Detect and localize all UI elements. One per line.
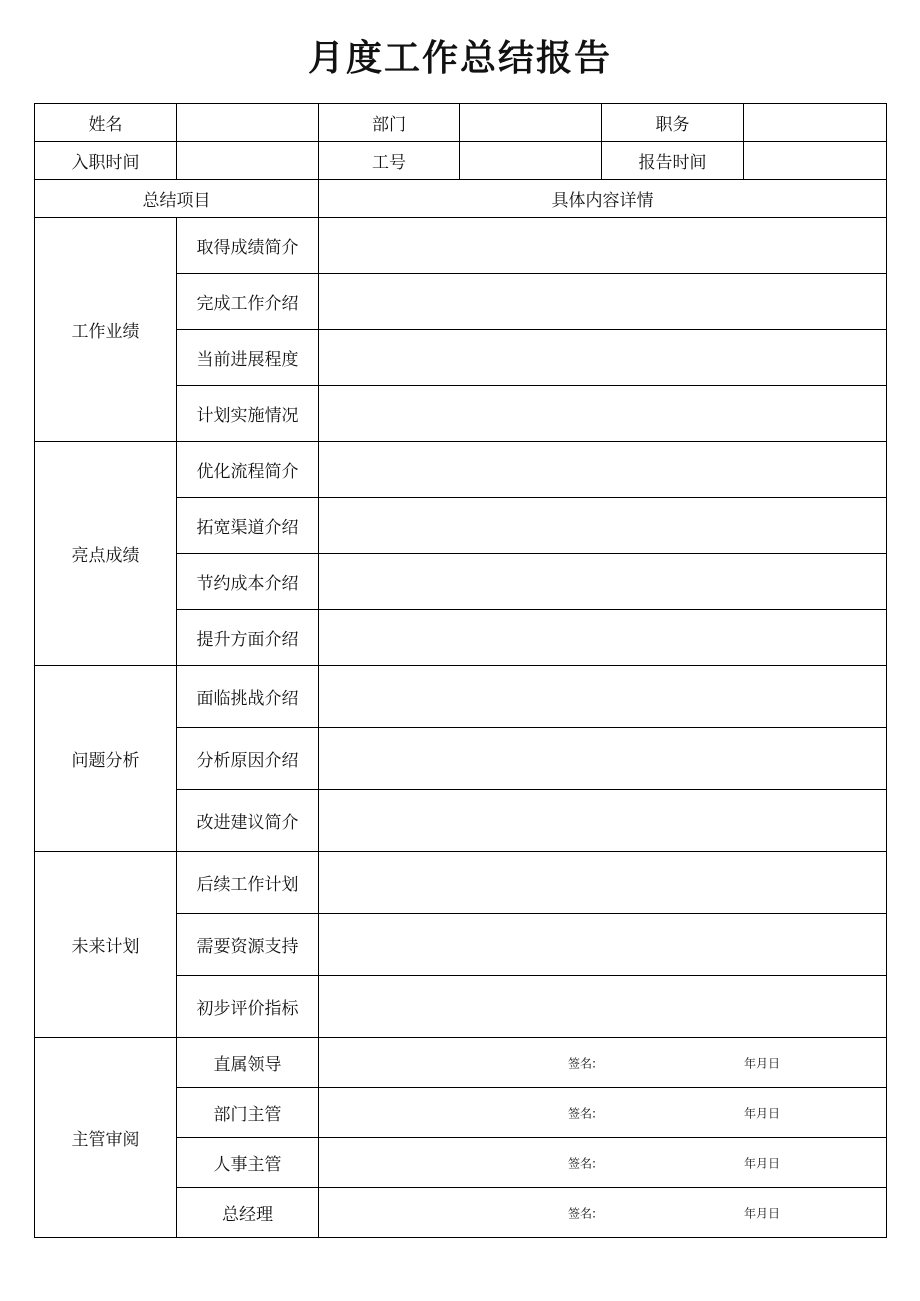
position-label: 职务	[602, 104, 744, 142]
content-cell[interactable]	[319, 554, 887, 610]
content-cell[interactable]	[319, 852, 887, 914]
signature-label: 签名:	[568, 1206, 597, 1220]
item-label: 分析原因介绍	[177, 728, 319, 790]
item-label: 优化流程简介	[177, 442, 319, 498]
signature-cell[interactable]	[319, 1088, 887, 1138]
content-cell[interactable]	[319, 218, 887, 274]
reviewer-role: 人事主管	[177, 1138, 319, 1188]
hire-date-field[interactable]	[177, 142, 319, 180]
table-row	[35, 666, 887, 728]
content-cell[interactable]	[319, 728, 887, 790]
signature-label: 签名:	[568, 1106, 597, 1120]
section-label: 主管审阅	[35, 1038, 177, 1238]
date-label: 年月日	[744, 1206, 781, 1220]
info-row-1	[35, 104, 887, 142]
date-label: 年月日	[744, 1106, 781, 1120]
signature-cell[interactable]	[319, 1038, 887, 1088]
signature-cell[interactable]	[319, 1188, 887, 1238]
content-cell[interactable]	[319, 914, 887, 976]
report-date-label: 报告时间	[602, 142, 744, 180]
date-label: 年月日	[744, 1156, 781, 1170]
section-label: 未来计划	[35, 852, 177, 1038]
content-cell[interactable]	[319, 274, 887, 330]
content-cell[interactable]	[319, 666, 887, 728]
department-label: 部门	[319, 104, 460, 142]
content-cell[interactable]	[319, 976, 887, 1038]
table-row	[35, 442, 887, 498]
report-date-field[interactable]	[744, 142, 887, 180]
reviewer-role: 部门主管	[177, 1088, 319, 1138]
item-label: 完成工作介绍	[177, 274, 319, 330]
content-cell[interactable]	[319, 610, 887, 666]
position-field[interactable]	[744, 104, 887, 142]
reviewer-role: 总经理	[177, 1188, 319, 1238]
review-row	[35, 1038, 887, 1088]
report-table	[34, 103, 887, 1238]
employee-id-label: 工号	[319, 142, 460, 180]
section-label: 问题分析	[35, 666, 177, 852]
section-label: 工作业绩	[35, 218, 177, 442]
item-label: 提升方面介绍	[177, 610, 319, 666]
department-field[interactable]	[460, 104, 602, 142]
info-row-2	[35, 142, 887, 180]
content-cell[interactable]	[319, 442, 887, 498]
table-row	[35, 218, 887, 274]
name-field[interactable]	[177, 104, 319, 142]
page-title: 月度工作总结报告	[307, 38, 612, 79]
column-header-row	[35, 180, 887, 218]
content-detail-header: 具体内容详情	[319, 180, 887, 218]
date-label: 年月日	[744, 1056, 781, 1070]
item-label: 初步评价指标	[177, 976, 319, 1038]
item-label: 需要资源支持	[177, 914, 319, 976]
reviewer-role: 直属领导	[177, 1038, 319, 1088]
content-cell[interactable]	[319, 790, 887, 852]
content-cell[interactable]	[319, 330, 887, 386]
item-label: 后续工作计划	[177, 852, 319, 914]
item-label: 改进建议简介	[177, 790, 319, 852]
summary-item-header: 总结项目	[35, 180, 319, 218]
content-cell[interactable]	[319, 498, 887, 554]
item-label: 计划实施情况	[177, 386, 319, 442]
signature-label: 签名:	[568, 1056, 597, 1070]
item-label: 当前进展程度	[177, 330, 319, 386]
item-label: 拓宽渠道介绍	[177, 498, 319, 554]
item-label: 面临挑战介绍	[177, 666, 319, 728]
employee-id-field[interactable]	[460, 142, 602, 180]
item-label: 取得成绩简介	[177, 218, 319, 274]
hire-date-label: 入职时间	[35, 142, 177, 180]
name-label: 姓名	[35, 104, 177, 142]
signature-cell[interactable]	[319, 1138, 887, 1188]
content-cell[interactable]	[319, 386, 887, 442]
signature-label: 签名:	[568, 1156, 597, 1170]
table-row	[35, 852, 887, 914]
section-label: 亮点成绩	[35, 442, 177, 666]
item-label: 节约成本介绍	[177, 554, 319, 610]
